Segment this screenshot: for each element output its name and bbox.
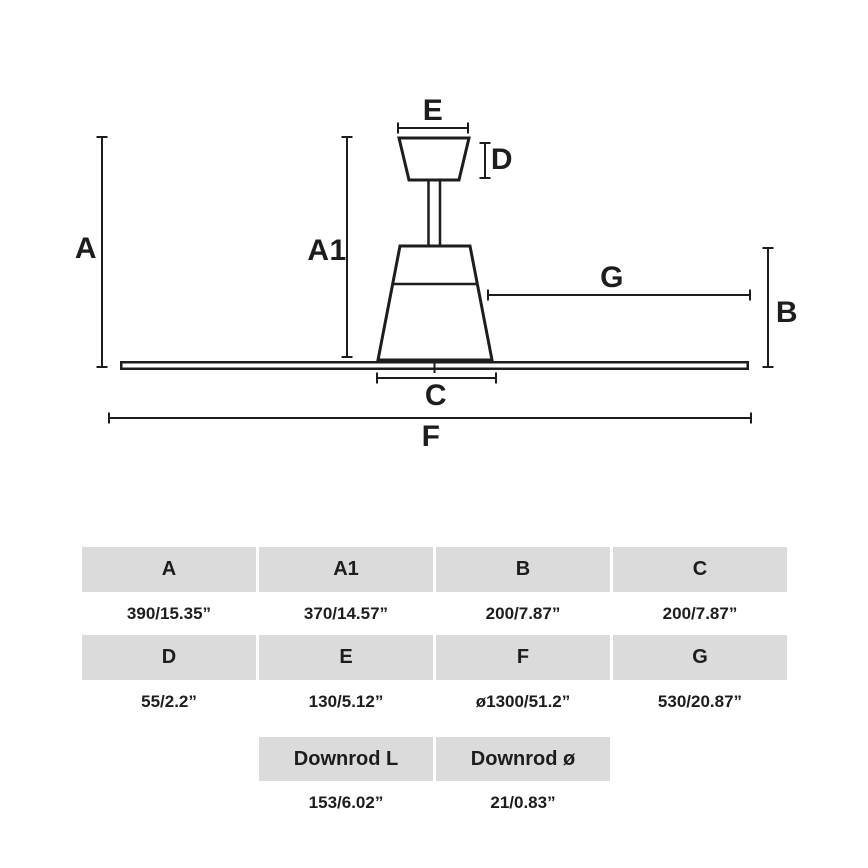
value-cell-d: 55/2.2” — [82, 680, 256, 723]
header-cell-downrod-dia: Downrod ø — [436, 737, 610, 781]
dim-label-f: F — [421, 420, 441, 453]
value-cell-f: ø1300/51.2” — [436, 680, 610, 723]
value-cell-downrod-dia: 21/0.83” — [436, 781, 610, 824]
dim-label-c: C — [424, 379, 448, 412]
header-cell-d: D — [82, 635, 256, 680]
dim-label-a: A — [74, 232, 98, 265]
value-cell-downrod-l: 153/6.02” — [259, 781, 433, 824]
header-cell-e: E — [259, 635, 433, 680]
table-value-row-2 — [82, 680, 787, 723]
fan-canopy — [399, 138, 469, 180]
table-header-row-3 — [82, 737, 787, 781]
table-value-row-3 — [82, 781, 787, 824]
value-cell-c: 200/7.87” — [613, 592, 787, 635]
dim-label-a1: A1 — [307, 234, 347, 267]
dim-label-e: E — [422, 94, 444, 127]
header-cell-f: F — [436, 635, 610, 680]
header-cell-downrod-l: Downrod L — [259, 737, 433, 781]
fan-motor-housing — [378, 246, 492, 360]
table-header-row-2 — [82, 635, 787, 680]
value-cell-b: 200/7.87” — [436, 592, 610, 635]
fan-downrod — [429, 180, 441, 246]
dim-label-b: B — [775, 296, 799, 329]
dim-label-d: D — [490, 143, 514, 176]
header-cell-a: A — [82, 547, 256, 592]
header-cell-g: G — [613, 635, 787, 680]
table-row-gap — [82, 723, 787, 737]
dim-line-d — [480, 143, 491, 178]
table-header-row-1 — [82, 547, 787, 592]
value-cell-g: 530/20.87” — [613, 680, 787, 723]
dimension-table — [82, 547, 787, 824]
value-cell-e: 130/5.12” — [259, 680, 433, 723]
header-cell-a1: A1 — [259, 547, 433, 592]
table-value-row-1 — [82, 592, 787, 635]
dim-line-a — [97, 137, 108, 367]
dim-label-g: G — [600, 261, 624, 294]
header-cell-b: B — [436, 547, 610, 592]
dim-line-b — [763, 248, 774, 367]
header-cell-c: C — [613, 547, 787, 592]
value-cell-a: 390/15.35” — [82, 592, 256, 635]
value-cell-a1: 370/14.57” — [259, 592, 433, 635]
